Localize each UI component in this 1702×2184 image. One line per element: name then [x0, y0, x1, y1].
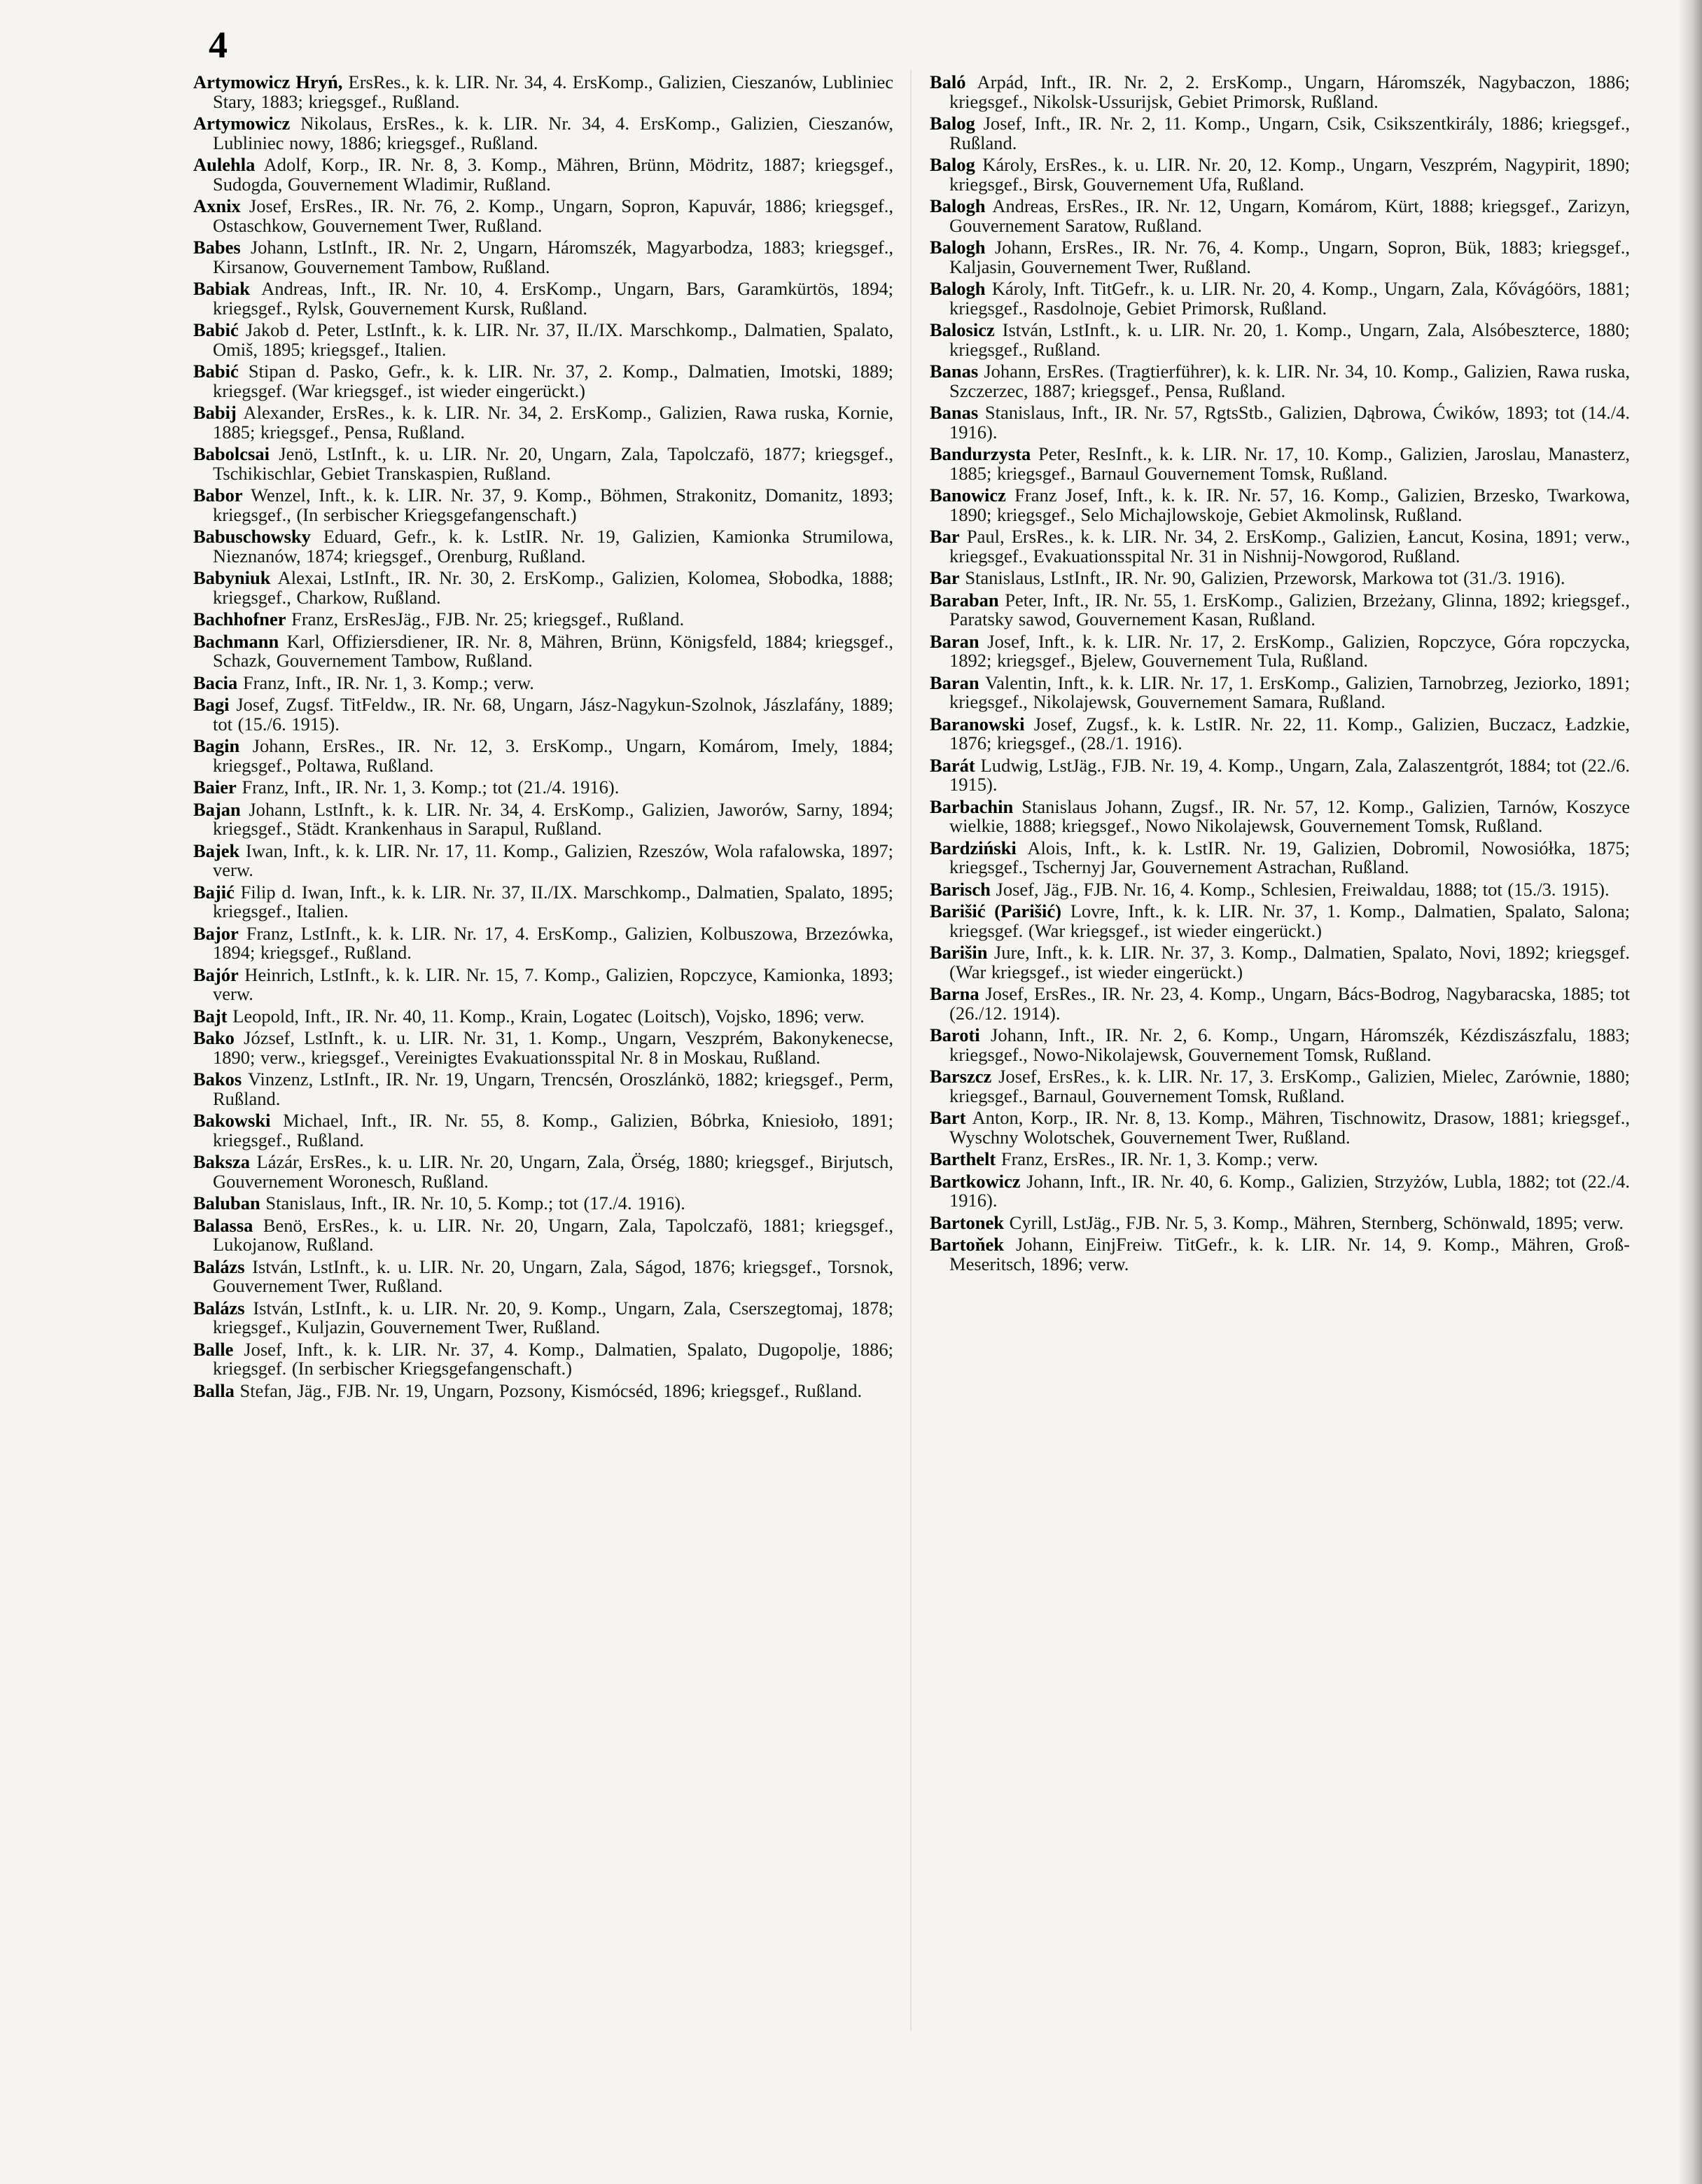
casualty-entry — [193, 445, 893, 483]
casualty-entry — [930, 155, 1630, 194]
casualty-entry — [193, 778, 893, 798]
casualty-entry — [930, 238, 1630, 277]
entry-details: Jure, Inft., k. k. LIR. Nr. 37, 3. Komp., Dalmatien, Spalato, Novi, 1892; kriegsgef. (War kriegsgef., ist wieder eingerückt.) — [949, 942, 1630, 982]
left-column — [193, 73, 893, 1400]
entry-details: Cyrill, LstJäg., FJB. Nr. 5, 3. Komp., Mähren, Sternberg, Schönwald, 1895; verw. — [1004, 1211, 1624, 1233]
casualty-entry — [930, 1213, 1630, 1233]
casualty-entry — [193, 569, 893, 607]
page-number: 4 — [209, 24, 228, 66]
entry-surname: Artymowicz Hryń, — [193, 71, 343, 92]
right-column — [930, 73, 1630, 1274]
entry-details: Alois, Inft., k. k. LstIR. Nr. 19, Galizien, Dobromil, Nowosiółka, 1875; kriegsgef., Tschernyj Jar, Gouvernement Astrachan, Rußland. — [949, 837, 1630, 877]
entry-details: Peter, ResInft., k. k. LIR. Nr. 17, 10. Komp., Galizien, Jaroslau, Manasterz, 1885; kriegsgef., Barnaul Gouvernement Tomsk, Rußland. — [949, 443, 1630, 484]
entry-details: Franz Josef, Inft., k. k. IR. Nr. 57, 16. Komp., Galizien, Brzesko, Twarkowa, 1890; kriegsgef., Selo Michajlowskoje, Gebiet Akmolinsk, Rußland. — [949, 485, 1630, 525]
casualty-entry — [193, 842, 893, 880]
entry-details: Franz, ErsRes., IR. Nr. 1, 3. Komp.; verw. — [996, 1148, 1318, 1169]
casualty-entry — [930, 403, 1630, 442]
casualty-entry — [930, 321, 1630, 359]
entry-details: Josef, ErsRes., IR. Nr. 23, 4. Komp., Ungarn, Bács-Bodrog, Nagybaracska, 1885; tot (26./12. 1914). — [949, 983, 1630, 1024]
entry-surname: Baranowski — [930, 713, 1025, 735]
entry-surname: Balosicz — [930, 319, 995, 340]
entry-details: Johann, Inft., IR. Nr. 40, 6. Komp., Galizien, Strzyżów, Lubla, 1882; tot (22./4. 1916). — [949, 1170, 1630, 1211]
casualty-entry — [930, 527, 1630, 566]
casualty-entry — [930, 591, 1630, 630]
casualty-entry — [930, 756, 1630, 795]
entry-surname: Balogh — [930, 278, 986, 299]
entry-details: Valentin, Inft., k. k. LIR. Nr. 17, 1. ErsKomp., Galizien, Tarnobrzeg, Jeziorko, 1891; kriegsgef., Nikolajewsk, Gouvernement Samara, Rußland. — [949, 672, 1630, 712]
entry-surname: Babuschowsky — [193, 526, 311, 547]
entry-details: Stanislaus, Inft., IR. Nr. 57, RgtsStb., Galizien, Dąbrowa, Ćwików, 1893; tot (14./4. 1916). — [949, 402, 1630, 443]
entry-details: Josef, Inft., k. k. LIR. Nr. 37, 4. Komp., Dalmatien, Spalato, Dugopolje, 1886; kriegsgef. (In serbischer Kriegsgefangenschaft.) — [213, 1338, 893, 1379]
entry-surname: Babiak — [193, 278, 251, 299]
entry-details: Alexander, ErsRes., k. k. LIR. Nr. 34, 2. ErsKomp., Galizien, Rawa ruska, Kornie, 1885; kriegsgef., Pensa, Rußland. — [213, 402, 893, 443]
casualty-entry — [193, 1299, 893, 1337]
casualty-entry — [193, 1340, 893, 1379]
entry-details: Filip d. Iwan, Inft., k. k. LIR. Nr. 37, II./IX. Marschkomp., Dalmatien, Spalato, 1895; kriegsgef., Italien. — [213, 881, 893, 921]
entry-details: Johann, Inft., IR. Nr. 2, 6. Komp., Ungarn, Háromszék, Kézdiszászfalu, 1883; kriegsgef., Nowo-Nikolajewsk, Gouvernement Tomsk, Rußland. — [949, 1024, 1630, 1065]
entry-details: Jakob d. Peter, LstInft., k. k. LIR. Nr. 37, II./IX. Marschkomp., Dalmatien, Spalato, Omiš, 1895; kriegsgef., Italien. — [213, 319, 893, 360]
entry-surname: Balle — [193, 1338, 234, 1360]
entry-details: Heinrich, LstInft., k. k. LIR. Nr. 15, 7. Komp., Galizien, Ropczyce, Kamionka, 1893; verw. — [213, 964, 893, 1004]
casualty-entry — [930, 632, 1630, 671]
entry-details: Andreas, ErsRes., IR. Nr. 12, Ungarn, Komárom, Kürt, 1888; kriegsgef., Zarizyn, Gouvernement Saratow, Rußland. — [949, 195, 1630, 236]
entry-details: Lázár, ErsRes., k. u. LIR. Nr. 20, Ungarn, Zala, Örség, 1880; kriegsgef., Birjutsch, Gouvernement Woronesch, Rußland. — [213, 1151, 893, 1192]
entry-details: István, LstInft., k. u. LIR. Nr. 20, Ungarn, Zala, Ságod, 1876; kriegsgef., Torsnok, Gouvernement Twer, Rußland. — [213, 1256, 893, 1296]
entry-details: Michael, Inft., IR. Nr. 55, 8. Komp., Galizien, Bóbrka, Kniesioło, 1891; kriegsgef., Rußland. — [213, 1110, 893, 1150]
entry-surname: Baran — [930, 672, 979, 693]
entry-surname: Barisch — [930, 878, 991, 900]
entry-surname: Axnix — [193, 195, 241, 216]
entry-surname: Babić — [193, 361, 239, 382]
entry-details: István, LstInft., k. u. LIR. Nr. 20, 9. Komp., Ungarn, Zala, Cserszegtomaj, 1878; kriegsgef., Kuljazin, Gouvernement Twer, Rußland. — [213, 1297, 893, 1337]
entry-details: Johann, LstInft., IR. Nr. 2, Ungarn, Háromszék, Magyarbodza, 1883; kriegsgef., Kirsanow, Gouvernement Tambow, Rußland. — [213, 237, 893, 277]
entry-surname: Bajor — [193, 922, 239, 944]
entry-details: Johann, ErsRes., IR. Nr. 12, 3. ErsKomp., Ungarn, Komárom, Imely, 1884; kriegsgef., Poltawa, Rußland. — [213, 735, 893, 776]
casualty-entry — [930, 1067, 1630, 1106]
entry-details: Nikolaus, ErsRes., k. k. LIR. Nr. 34, 4. ErsKomp., Galizien, Cieszanów, Lubliniec nowy, 1886; kriegsgef., Rußland. — [213, 113, 893, 153]
entry-surname: Banas — [930, 361, 979, 382]
entry-surname: Banas — [930, 402, 979, 423]
entry-details: István, LstInft., k. u. LIR. Nr. 20, 1. Komp., Ungarn, Zala, Alsóbeszterce, 1880; kriegsgef., Rußland. — [949, 319, 1630, 360]
entry-surname: Baroti — [930, 1024, 980, 1045]
entry-details: Eduard, Gefr., k. k. LstIR. Nr. 19, Galizien, Kamionka Strumilowa, Nieznanów, 1874; kriegsgef., Orenburg, Rußland. — [213, 526, 893, 566]
casualty-entry — [930, 569, 1630, 588]
entry-details: Ludwig, LstJäg., FJB. Nr. 19, 4. Komp., Ungarn, Zala, Zalaszentgrót, 1884; tot (22./6. 1915). — [949, 754, 1630, 795]
entry-surname: Barna — [930, 983, 979, 1004]
casualty-entry — [930, 795, 1630, 836]
entry-details: Johann, ErsRes. (Tragtierführer), k. k. LIR. Nr. 34, 10. Komp., Galizien, Rawa ruska, Szczerzec, 1887; kriegsgef., Pensa, Rußland. — [949, 361, 1630, 401]
entry-surname: Bartonek — [930, 1211, 1004, 1233]
entry-details: Franz, Inft., IR. Nr. 1, 3. Komp.; verw. — [237, 672, 534, 693]
entry-surname: Baló — [930, 71, 966, 92]
entry-details: Franz, ErsResJäg., FJB. Nr. 25; kriegsgef., Rußland. — [286, 608, 685, 630]
entry-details: Franz, Inft., IR. Nr. 1, 3. Komp.; tot (21./4. 1916). — [236, 777, 620, 798]
entry-surname: Balla — [193, 1379, 235, 1401]
casualty-entry — [193, 800, 893, 839]
entry-surname: Baksza — [193, 1151, 250, 1172]
casualty-entry — [193, 197, 893, 235]
casualty-entry — [930, 985, 1630, 1023]
casualty-entry — [193, 1029, 893, 1067]
casualty-entry — [930, 880, 1630, 900]
casualty-entry — [193, 924, 893, 963]
entry-details: Iwan, Inft., k. k. LIR. Nr. 17, 11. Komp., Galizien, Rzeszów, Wola rafalowska, 1897; verw. — [213, 840, 893, 880]
page-edge-shadow — [1678, 0, 1702, 2184]
entry-details: Josef, Inft., k. k. LIR. Nr. 17, 2. ErsKomp., Galizien, Ropczyce, Góra ropczycka, 1892; kriegsgef., Bjelew, Gouvernement Tula, Rußland. — [949, 630, 1630, 671]
entry-surname: Bardziński — [930, 837, 1017, 858]
casualty-entry — [930, 1108, 1630, 1147]
entry-surname: Balassa — [193, 1214, 253, 1236]
entry-details: Stanislaus, LstInft., IR. Nr. 90, Galizien, Przeworsk, Markowa tot (31./3. 1916). — [959, 567, 1565, 588]
entry-surname: Bartoňek — [930, 1234, 1004, 1255]
entry-surname: Bandurzysta — [930, 443, 1031, 464]
casualty-entry — [193, 1007, 893, 1027]
entry-details: Vinzenz, LstInft., IR. Nr. 19, Ungarn, Trencsén, Oroszlánkö, 1882; kriegsgef., Perm, Rußland. — [213, 1069, 893, 1109]
casualty-entry — [930, 73, 1630, 111]
entry-surname: Balázs — [193, 1256, 245, 1277]
entry-details: Karl, Offiziersdiener, IR. Nr. 8, Mähren, Brünn, Königsfeld, 1884; kriegsgef., Schazk, Gouvernement Tambow, Rußland. — [213, 630, 893, 671]
entry-surname: Bachmann — [193, 630, 279, 652]
entry-surname: Bakowski — [193, 1110, 271, 1131]
entry-surname: Bagi — [193, 694, 230, 715]
entry-details: Stanislaus, Inft., IR. Nr. 10, 5. Komp.; tot (17./4. 1916). — [260, 1192, 685, 1213]
entry-details: József, LstInft., k. u. LIR. Nr. 31, 1. Komp., Ungarn, Veszprém, Bakonykenecse, 1890; verw., kriegsgef., Vereinigtes Evakuationsspital Nr. 8 in Moskau, Rußland. — [213, 1027, 893, 1068]
casualty-entry — [193, 1216, 893, 1255]
entry-surname: Babyniuk — [193, 567, 271, 588]
entry-details: Andreas, Inft., IR. Nr. 10, 4. ErsKomp., Ungarn, Bars, Garamkürtös, 1894; kriegsgef., Rylsk, Gouvernement Kursk, Rußland. — [213, 278, 893, 319]
casualty-entry — [930, 674, 1630, 712]
casualty-entry — [193, 737, 893, 775]
entry-details: Johann, EinjFreiw. TitGefr., k. k. LIR. Nr. 14, 9. Komp., Mähren, Groß-Meseritsch, 1896; verw. — [949, 1234, 1630, 1274]
entry-surname: Bajór — [193, 964, 239, 985]
entry-surname: Bako — [193, 1027, 235, 1048]
entry-surname: Bajt — [193, 1005, 228, 1027]
entry-surname: Balogh — [930, 237, 986, 258]
casualty-entry — [930, 279, 1630, 318]
entry-surname: Balázs — [193, 1297, 245, 1319]
entry-details: ErsRes., k. k. LIR. Nr. 34, 4. ErsKomp., Galizien, Cieszanów, Lubliniec Stary, 1883; kriegsgef., Rußland. — [213, 71, 894, 112]
entry-surname: Balog — [930, 154, 975, 175]
entry-details: Anton, Korp., IR. Nr. 8, 13. Komp., Mähren, Tischnowitz, Drasow, 1881; kriegsgef., Wyschny Wolotschek, Gouvernement Twer, Rußland. — [949, 1107, 1630, 1148]
casualty-entry — [193, 321, 893, 359]
entry-surname: Baluban — [193, 1192, 260, 1213]
entry-surname: Bajan — [193, 798, 241, 820]
entry-details: Johann, ErsRes., IR. Nr. 76, 4. Komp., Ungarn, Sopron, Bük, 1883; kriegsgef., Kaljasin, Gouvernement Twer, Rußland. — [949, 237, 1630, 277]
casualty-entry — [193, 1111, 893, 1150]
entry-details: Stefan, Jäg., FJB. Nr. 19, Ungarn, Pozsony, Kismócséd, 1896; kriegsgef., Rußland. — [234, 1379, 863, 1401]
entry-details: Alexai, LstInft., IR. Nr. 30, 2. ErsKomp., Galizien, Kolomea, Słobodka, 1888; kriegsgef., Charkow, Rußland. — [213, 567, 893, 608]
entry-details: Károly, ErsRes., k. u. LIR. Nr. 20, 12. Komp., Ungarn, Veszprém, Nagypirit, 1890; kriegsgef., Birsk, Gouvernement Ufa, Rußland. — [949, 154, 1630, 195]
entry-details: Paul, ErsRes., k. k. LIR. Nr. 34, 2. ErsKomp., Galizien, Łancut, Kosina, 1891; verw., kriegsgef., Evakuationsspital Nr. 31 in Nishnij-Nowgorod, Rußland. — [949, 526, 1630, 566]
entry-surname: Aulehla — [193, 154, 256, 175]
casualty-entry — [193, 279, 893, 318]
casualty-entry — [930, 1172, 1630, 1211]
entry-details: Leopold, Inft., IR. Nr. 40, 11. Komp., Krain, Logatec (Loitsch), Vojsko, 1896; verw. — [227, 1005, 865, 1027]
casualty-entry — [193, 1379, 893, 1401]
casualty-entry — [193, 883, 893, 921]
entry-details: Wenzel, Inft., k. k. LIR. Nr. 37, 9. Komp., Böhmen, Strakonitz, Domanitz, 1893; kriegsgef., (In serbischer Kriegsgefangenschaft.) — [213, 485, 893, 525]
entry-details: Arpád, Inft., IR. Nr. 2, 2. ErsKomp., Ungarn, Háromszék, Nagybaczon, 1886; kriegsgef., Nikolsk-Ussurijsk, Gebiet Primorsk, Rußland. — [949, 71, 1630, 112]
casualty-entry — [193, 362, 893, 401]
casualty-entry — [930, 1235, 1630, 1274]
entry-surname: Bajek — [193, 840, 240, 861]
entry-surname: Barišin — [930, 942, 988, 963]
entry-details: Josef, Inft., IR. Nr. 2, 11. Komp., Ungarn, Csik, Csikszentkirály, 1886; kriegsgef., Rußland. — [949, 113, 1630, 153]
casualty-entry — [930, 1026, 1630, 1064]
entry-surname: Babolcsai — [193, 443, 270, 464]
casualty-entry — [193, 1070, 893, 1108]
casualty-entry — [930, 1150, 1630, 1169]
entry-surname: Bajić — [193, 881, 235, 903]
entry-surname: Bar — [930, 567, 960, 588]
entry-details: Károly, Inft. TitGefr., k. u. LIR. Nr. 20, 4. Komp., Ungarn, Zala, Kővágóörs, 1881; kriegsgef., Rasdolnoje, Gebiet Primorsk, Rußland. — [949, 278, 1630, 319]
entry-surname: Bar — [930, 526, 960, 547]
casualty-entry — [193, 114, 893, 153]
entry-details: Stanislaus Johann, Zugsf., IR. Nr. 57, 12. Komp., Galizien, Tarnów, Koszyce wielkie, 1888; kriegsgef., Nowo Nikolajewsk, Gouvernement Tomsk, Rußland. — [949, 795, 1630, 836]
entry-surname: Babić — [193, 319, 239, 340]
casualty-entry — [193, 674, 893, 693]
casualty-entry — [193, 632, 893, 671]
entry-details: Stipan d. Pasko, Gefr., k. k. LIR. Nr. 37, 2. Komp., Dalmatien, Imotski, 1889; kriegsgef. (War kriegsgef., ist wieder eingerückt.) — [213, 361, 893, 401]
casualty-entry — [193, 486, 893, 524]
entry-surname: Banowicz — [930, 485, 1006, 506]
entry-details: Adolf, Korp., IR. Nr. 8, 3. Komp., Mähren, Brünn, Mödritz, 1887; kriegsgef., Sudogda, Gouvernement Wladimir, Rußland. — [213, 154, 893, 195]
casualty-entry — [193, 527, 893, 566]
entry-details: Jenö, LstInft., k. u. LIR. Nr. 20, Ungarn, Zala, Tapolczafö, 1877; kriegsgef., Tschikischlar, Gebiet Transkaspien, Rußland. — [213, 443, 893, 484]
entry-surname: Bachhofner — [193, 608, 286, 630]
entry-details: Peter, Inft., IR. Nr. 55, 1. ErsKomp., Galizien, Brzeżany, Glinna, 1892; kriegsgef., Paratsky sawod, Gouvernement Kasan, Rußland. — [949, 589, 1630, 630]
entry-surname: Babij — [193, 402, 237, 423]
casualty-entry — [193, 1153, 893, 1191]
entry-details: Josef, ErsRes., k. k. LIR. Nr. 17, 3. ErsKomp., Galizien, Mielec, Zarównie, 1880; kriegsgef., Barnaul, Gouvernement Tomsk, Rußland. — [949, 1066, 1630, 1106]
casualty-entry — [930, 715, 1630, 753]
casualty-entry — [930, 114, 1630, 153]
entry-details: Johann, LstInft., k. k. LIR. Nr. 34, 4. ErsKomp., Galizien, Jaworów, Sarny, 1894; kriegsgef., Städt. Krankenhaus in Sarapul, Rußland. — [213, 798, 893, 839]
casualty-entry — [193, 155, 893, 194]
casualty-entry — [193, 238, 893, 277]
casualty-entry — [930, 943, 1630, 982]
entry-surname: Baran — [930, 630, 979, 652]
entry-surname: Bartkowicz — [930, 1170, 1021, 1192]
entry-details: Josef, Jäg., FJB. Nr. 16, 4. Komp., Schlesien, Freiwaldau, 1888; tot (15./3. 1915). — [990, 878, 1610, 900]
entry-surname: Barszcz — [930, 1066, 992, 1087]
casualty-entry — [193, 966, 893, 1004]
entry-details: Josef, Zugsf., k. k. LstIR. Nr. 22, 11. Komp., Galizien, Buczacz, Ładzkie, 1876; kriegsgef., (28./1. 1916). — [949, 713, 1630, 753]
entry-details: Josef, ErsRes., IR. Nr. 76, 2. Komp., Ungarn, Sopron, Kapuvár, 1886; kriegsgef., Ostaschkow, Gouvernement Twer, Rußland. — [213, 195, 893, 236]
entry-surname: Bart — [930, 1107, 966, 1128]
casualty-entry — [930, 486, 1630, 524]
entry-surname: Barišić (Parišić) — [930, 900, 1061, 921]
casualty-entry — [930, 362, 1630, 401]
casualty-entry — [193, 73, 893, 111]
casualty-entry — [930, 902, 1630, 940]
entry-surname: Baraban — [930, 589, 999, 611]
entry-surname: Babes — [193, 237, 241, 258]
entry-details: Benö, ErsRes., k. u. LIR. Nr. 20, Ungarn, Zala, Tapolczafö, 1881; kriegsgef., Lukojanow, Rußland. — [213, 1214, 893, 1255]
casualty-entry — [930, 839, 1630, 877]
casualty-entry — [193, 403, 893, 442]
entry-surname: Bagin — [193, 735, 240, 756]
casualty-entry — [193, 695, 893, 734]
casualty-entry — [930, 445, 1630, 483]
entry-details: Franz, LstInft., k. k. LIR. Nr. 17, 4. ErsKomp., Galizien, Kolbuszowa, Brzezówka, 1894; kriegsgef., Rußland. — [213, 922, 893, 963]
entry-surname: Bacia — [193, 672, 238, 693]
casualty-entry — [193, 610, 893, 630]
entry-surname: Balogh — [930, 195, 986, 216]
entry-details: Josef, Zugsf. TitFeldw., IR. Nr. 68, Ungarn, Jász-Nagykun-Szolnok, Jászlafány, 1889; tot (15./6. 1915). — [213, 694, 893, 735]
entry-surname: Barthelt — [930, 1148, 996, 1169]
entry-surname: Artymowicz — [193, 113, 291, 134]
casualty-entry — [193, 1194, 893, 1213]
casualty-entry — [193, 1258, 893, 1296]
entry-surname: Bakos — [193, 1069, 242, 1090]
entry-surname: Baier — [193, 777, 237, 798]
entry-details: Lovre, Inft., k. k. LIR. Nr. 37, 1. Komp., Dalmatien, Spalato, Salona; kriegsgef. (War kriegsgef., ist wieder eingerückt.) — [949, 900, 1630, 941]
column-gutter — [910, 70, 912, 2031]
casualty-entry — [930, 197, 1630, 235]
entry-surname: Babor — [193, 485, 243, 506]
entry-surname: Barbachin — [930, 795, 1014, 817]
entry-surname: Barát — [930, 754, 975, 776]
entry-surname: Balog — [930, 113, 975, 134]
